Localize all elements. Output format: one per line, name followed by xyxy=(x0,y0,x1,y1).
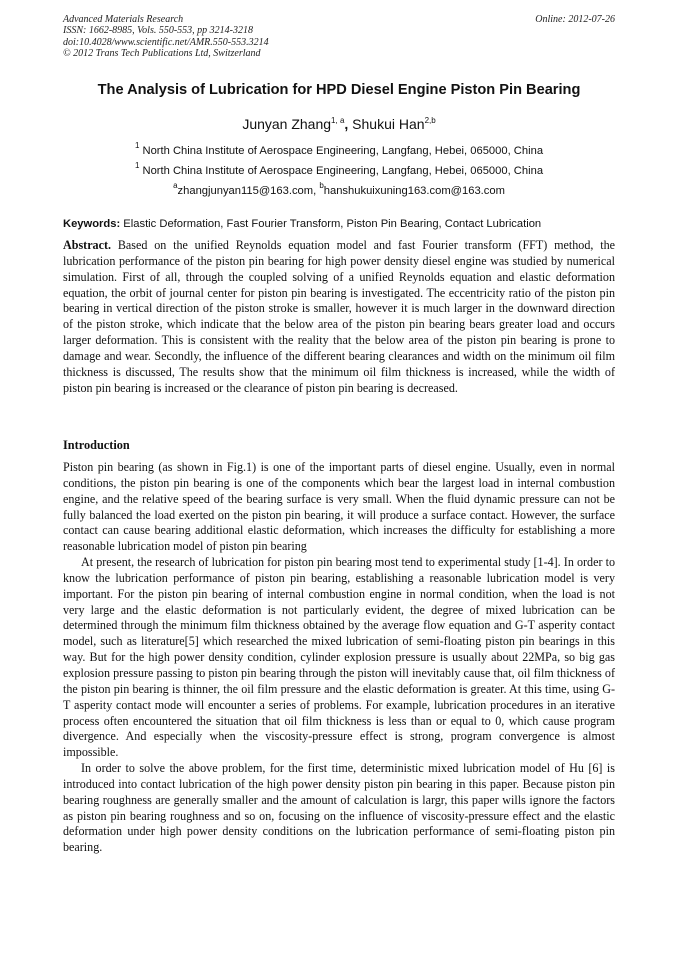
keywords xyxy=(63,218,615,230)
email-address: zhangjunyan115@163.com xyxy=(177,185,314,197)
author-separator: , xyxy=(344,116,353,132)
affiliation-superscript: 1 xyxy=(134,161,140,170)
keywords-text: Elastic Deformation, Fast Fourier Transform, Piston Pin Bearing, Contact Lubrication xyxy=(120,218,542,230)
doi-line: doi:10.4028/www.scientific.net/AMR.550-553.3214 xyxy=(63,36,269,48)
paper-title: The Analysis of Lubrication for HPD Diesel Engine Piston Pin Bearing xyxy=(97,82,581,98)
email-separator: , xyxy=(313,185,320,197)
author-superscript: 1, a xyxy=(331,116,345,125)
email-address: hanshukuixuning163.com@163.com xyxy=(323,185,505,197)
paragraph-text: Piston pin bearing (as shown in Fig.1) is one of the important parts of diesel engine. Usually, even in normal conditions, the piston pin bearing is one of the components which bear the largest load in internal combustion engine, and the relative speed of the bearing surface is very small. When the fluid dynamic pressure can not be fully balanced the load exerted on the piston pin bearing, it will produce a surface contact. However, the surface contact can cause bearing additional elastic deformation, which increases the difficulty for establishing a more reasonable lubrication model of piston pin bearing xyxy=(63,460,615,554)
intro-paragraph xyxy=(63,460,615,856)
paragraph-text: At present, the research of lubrication for piston pin bearing most tend to experimental study [1-4]. In order to know the lubrication performance of piston pin bearing, establishing a reasonable lubrication model is very important. For the piston pin bearing of internal combustion engine in normal condition, when the load is not very large and the elastic deformation is not particularly evident, the degree of mixed lubrication can be determined through the minimum film thickness obtained by the average flow equation and G-T asperity contact model, such as literature[5] which researched the mixed lubrication of semi-floating piston pin bearings in this way. But for the high power density condition, cylinder explosion pressure is usually about 22MPa, so big gas explosion pressure passing to piston pin bearing through the piston will inevitably cause that, oil film thickness of the piston pin bearing is thinner, the oil film pressure and the elastic deformation is greater. At this time, using G-T asperity contact mode will encounter a series of problems. For example, lubrication procedures in an iterative process often encountered the situation that oil film thickness is less than or equal to 0, which cause program divergence. And especially when the viscosity-pressure effect is strong, program convergence is almost impossible. xyxy=(63,555,615,760)
email-superscript: b xyxy=(319,181,324,190)
section-heading-introduction: Introduction xyxy=(63,438,130,452)
affiliation xyxy=(30,161,648,177)
paragraph-text: In order to solve the above problem, for the first time, deterministic mixed lubrication model of Hu [6] is introduced into contact lubrication of the high power density piston pin bearing in this paper. Because piston pin bearing roughness are generally smaller and the amount of calculation is largr, this paper wills ignore the factors as piston pin bearing roughness and so on, focusing on the influence of viscosity-pressure effect and the elastic deformation under high power density conditions on the lubrication performance of semi-floating piston pin bearing. xyxy=(63,761,615,855)
email-line xyxy=(30,181,648,197)
affiliation-superscript: 1 xyxy=(134,141,140,150)
email-superscript: a xyxy=(173,181,178,190)
abstract xyxy=(63,238,615,396)
online-date: Online: 2012-07-26 xyxy=(535,14,615,25)
copyright-line: © 2012 Trans Tech Publications Ltd, Switzerland xyxy=(63,47,261,59)
affiliation-text: North China Institute of Aerospace Engineering, Langfang, Hebei, 065000, China xyxy=(139,145,544,157)
journal-header xyxy=(63,14,269,59)
author-name: Shukui Han xyxy=(352,116,425,132)
abstract-text: Based on the unified Reynolds equation model and fast Fourier transform (FFT) method, the lubrication performance of the piston pin bearing for high power density diesel engine was studied by numerical simulation. First of all, through the coupled solving of a unified Reynolds equation and elastic deformation equation, the orbit of journal center for piston pin bearing is investigated. The eccentricity ratio of the piston pin bearing in vertical direction of the piston stroke is smaller, however it is much larger in the downward direction of the piston stroke, which indicate that the below area of the piston pin bearing bears greater load and occurs larger deformation. This is consistent with the reality that the below area of the piston pin bearing is prone to damage and wear. Secondly, the influence of the different bearing clearances and width on the minimum oil film thickness is discussed, The results show that the minimum oil film thickness is increased, while the width of piston pin bearing is increased or the clearance of piston pin bearing is decreased. xyxy=(63,238,615,395)
journal-name: Advanced Materials Research xyxy=(63,14,184,25)
affiliation-text: North China Institute of Aerospace Engineering, Langfang, Hebei, 065000, China xyxy=(139,165,544,177)
author-name: Junyan Zhang xyxy=(242,116,332,132)
issn-line: ISSN: 1662-8985, Vols. 550-553, pp 3214-3218 xyxy=(63,25,253,37)
abstract-label: Abstract. xyxy=(63,238,112,252)
affiliation xyxy=(30,141,648,157)
keywords-label: Keywords: xyxy=(63,218,121,230)
author-superscript: 2,b xyxy=(424,116,436,125)
author-line xyxy=(30,116,648,132)
